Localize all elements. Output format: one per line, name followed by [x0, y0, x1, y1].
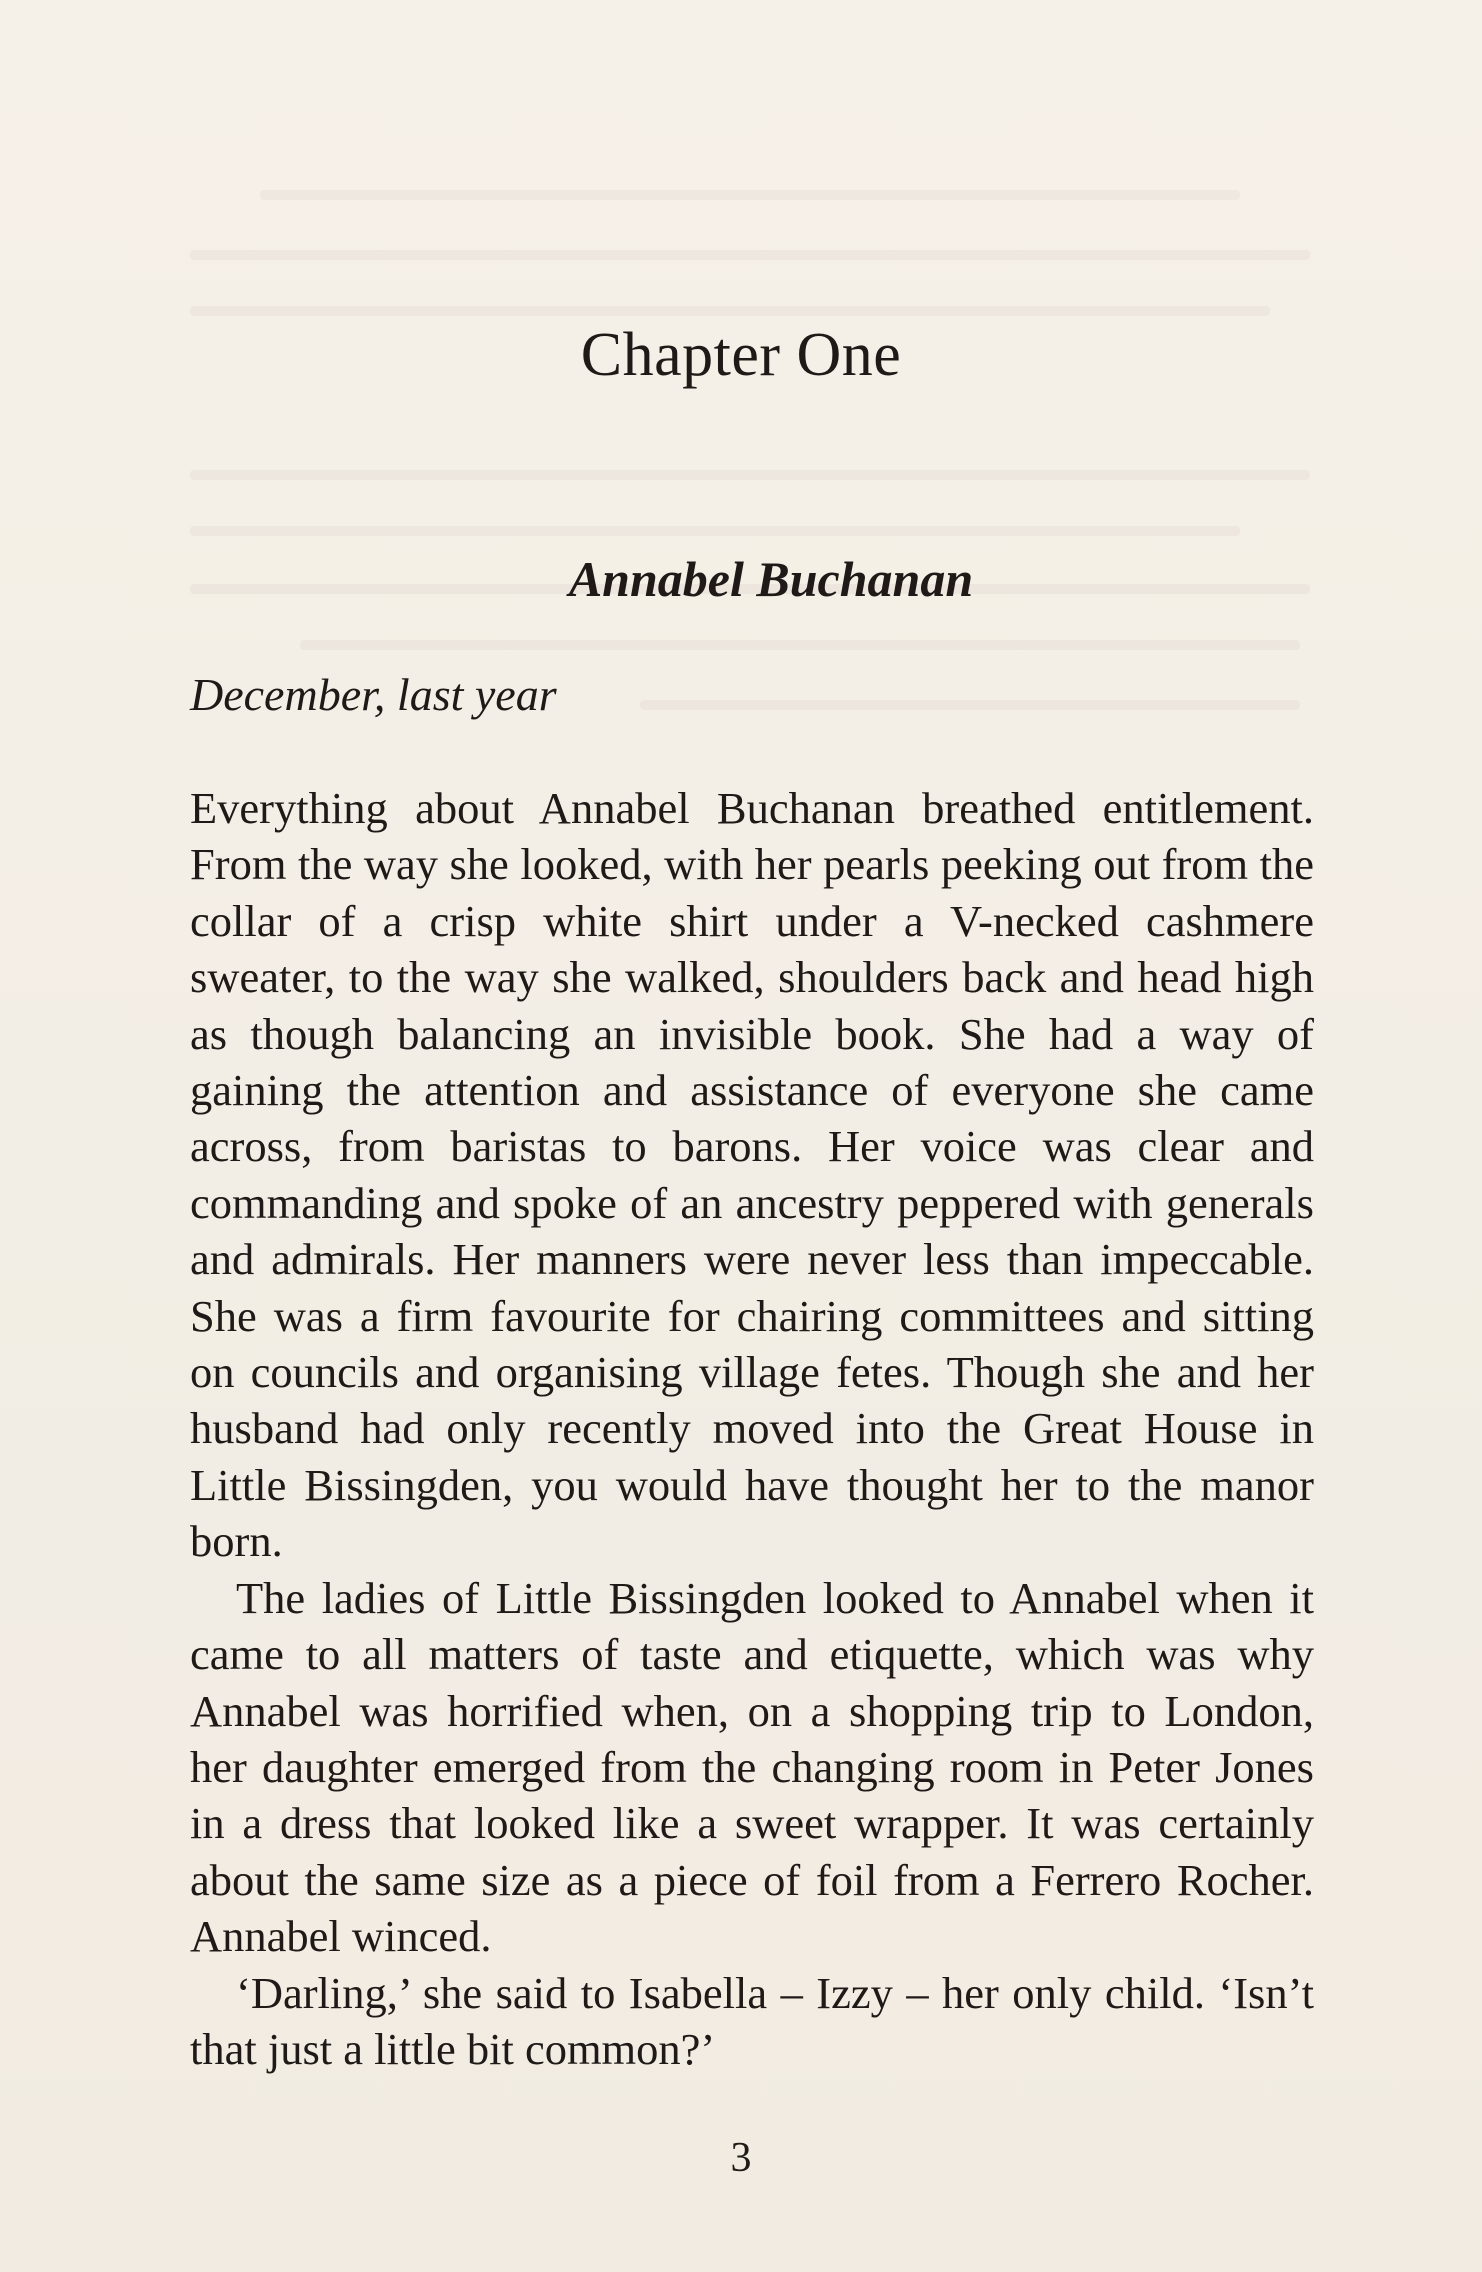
chapter-body	[190, 780, 1314, 2077]
chapter-title: Chapter One	[580, 321, 902, 389]
show-through-texture	[640, 700, 1300, 710]
paragraph: Everything about Annabel Buchanan breathed entitlement. From the way she looked, with her pearls peeking out from the collar of a crisp white shirt under a V-necked cashmere sweater, to the way she walked, shoulders back and head high as though balancing an invisible book. She had a way of gaining the attention and assistance of everyone she came across, from baristas to barons. Her voice was clear and commanding and spoke of an ancestry peppered with generals and admirals. Her manners were never less than impeccable. She was a firm favourite for chairing committees and sitting on councils and organising village fetes. Though she and her husband had only recently moved into the Great House in Little Bissingden, you would have thought her to the manor born.	[190, 783, 1314, 1567]
chapter-dateline: December, last year	[190, 669, 557, 720]
show-through-texture	[190, 306, 1270, 316]
paragraph: The ladies of Little Bissingden looked to Annabel when it came to all matters of taste and etiquette, which was why Annabel was horrified when, on a shopping trip to London, her daughter emerged from the changing room in Peter Jones in a dress that looked like a sweet wrapper. It was certainly about the same size as a piece of foil from a Ferrero Rocher. Annabel winced.	[190, 1572, 1314, 1962]
show-through-texture	[300, 640, 1300, 650]
show-through-texture	[190, 526, 1240, 536]
show-through-texture	[190, 250, 1310, 260]
paragraph: ‘Darling,’ she said to Isabella – Izzy – her only child. ‘Isn’t that just a little bit common?’	[190, 1967, 1314, 2074]
show-through-texture	[190, 470, 1310, 480]
page-number: 3	[730, 2135, 752, 2181]
show-through-texture	[260, 190, 1240, 200]
chapter-pov-heading: Annabel Buchanan	[568, 551, 974, 607]
